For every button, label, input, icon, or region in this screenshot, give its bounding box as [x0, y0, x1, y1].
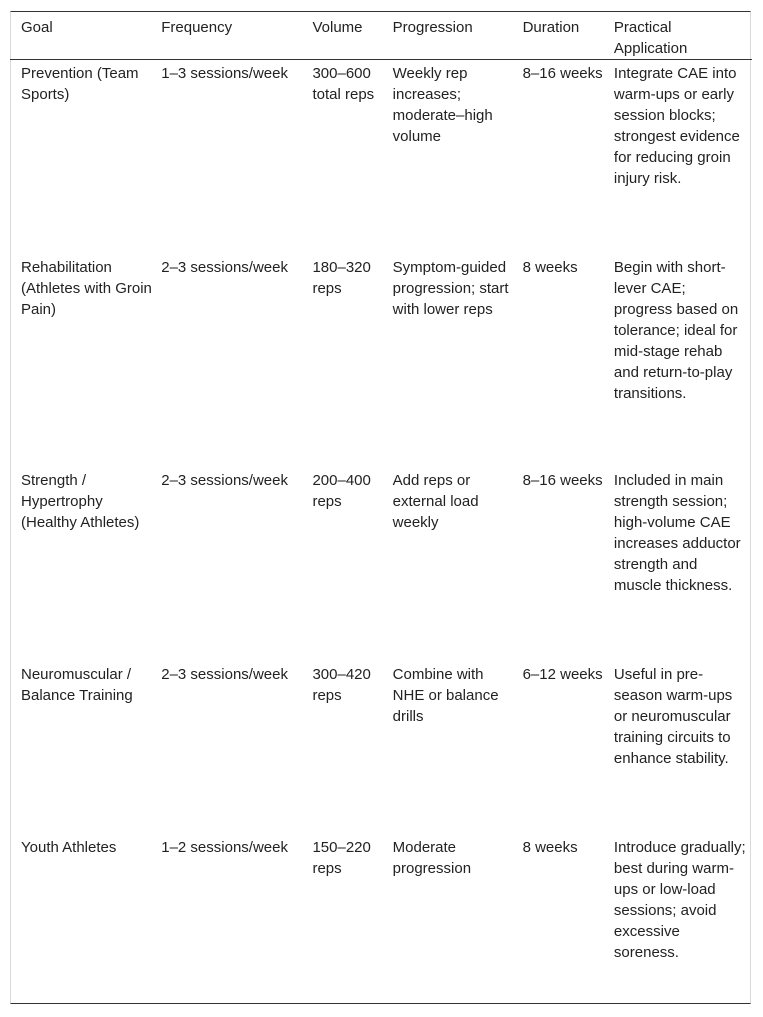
cell-frequency: 1–3 sessions/week	[161, 65, 288, 82]
cell-frequency: 2–3 sessions/week	[161, 666, 288, 683]
cell-progression: Combine with NHE or balance drills	[392, 666, 499, 725]
header-duration: Duration	[522, 19, 580, 36]
cell-frequency: 1–2 sessions/week	[161, 839, 288, 856]
cell-practical-application: Included in main strength session; high-volume CAE increases adductor strength and muscle thickness.	[613, 472, 741, 594]
cell-practical-application: Useful in pre-season warm-ups or neuromuscular training circuits to enhance stability.	[613, 666, 733, 767]
cell-duration: 6–12 weeks	[522, 666, 603, 683]
cell-goal: Prevention (Team Sports)	[21, 65, 139, 103]
cell-volume: 180–320 reps	[312, 259, 371, 297]
cell-practical-application: Introduce gradually; best during warm-ups or low-load sessions; avoid excessive soreness.	[613, 839, 746, 961]
cell-duration: 8 weeks	[522, 259, 578, 276]
cell-goal: Strength / Hypertrophy (Healthy Athletes)	[21, 472, 140, 531]
cell-volume: 200–400 reps	[312, 472, 371, 510]
cell-progression: Symptom-guided progression; start with lower reps	[392, 259, 509, 318]
training-table	[10, 11, 752, 1007]
cell-practical-application: Integrate CAE into warm-ups or early session blocks; strongest evidence for reducing groin injury risk.	[613, 65, 740, 187]
cell-duration: 8–16 weeks	[522, 472, 603, 489]
header-frequency: Frequency	[161, 19, 233, 36]
cell-duration: 8–16 weeks	[522, 65, 603, 82]
cell-volume: 300–600 total reps	[312, 65, 375, 103]
table-row	[10, 467, 752, 661]
header-volume: Volume	[312, 19, 363, 36]
table-header-row	[10, 11, 752, 60]
cell-frequency: 2–3 sessions/week	[161, 472, 288, 489]
table-row	[10, 254, 752, 467]
cell-progression: Weekly rep increases; moderate–high volume	[392, 65, 493, 145]
cell-volume: 300–420 reps	[312, 666, 371, 704]
header-practical-application: Practical Application	[613, 19, 688, 57]
header-goal: Goal	[21, 19, 53, 36]
table-row	[10, 60, 752, 255]
cell-practical-application: Begin with short-lever CAE; progress based on tolerance; ideal for mid-stage rehab and return-to-play transitions.	[613, 259, 739, 402]
cell-volume: 150–220 reps	[312, 839, 371, 877]
cell-progression: Add reps or external load weekly	[392, 472, 479, 531]
cell-goal: Youth Athletes	[21, 839, 117, 856]
cell-goal: Neuromuscular / Balance Training	[21, 666, 133, 704]
header-progression: Progression	[392, 19, 473, 36]
table-row	[10, 661, 752, 834]
cell-goal: Rehabilitation (Athletes with Groin Pain)	[21, 259, 152, 318]
cell-frequency: 2–3 sessions/week	[161, 259, 288, 276]
table-row	[10, 834, 752, 1007]
cell-duration: 8 weeks	[522, 839, 578, 856]
cell-progression: Moderate progression	[392, 839, 472, 877]
